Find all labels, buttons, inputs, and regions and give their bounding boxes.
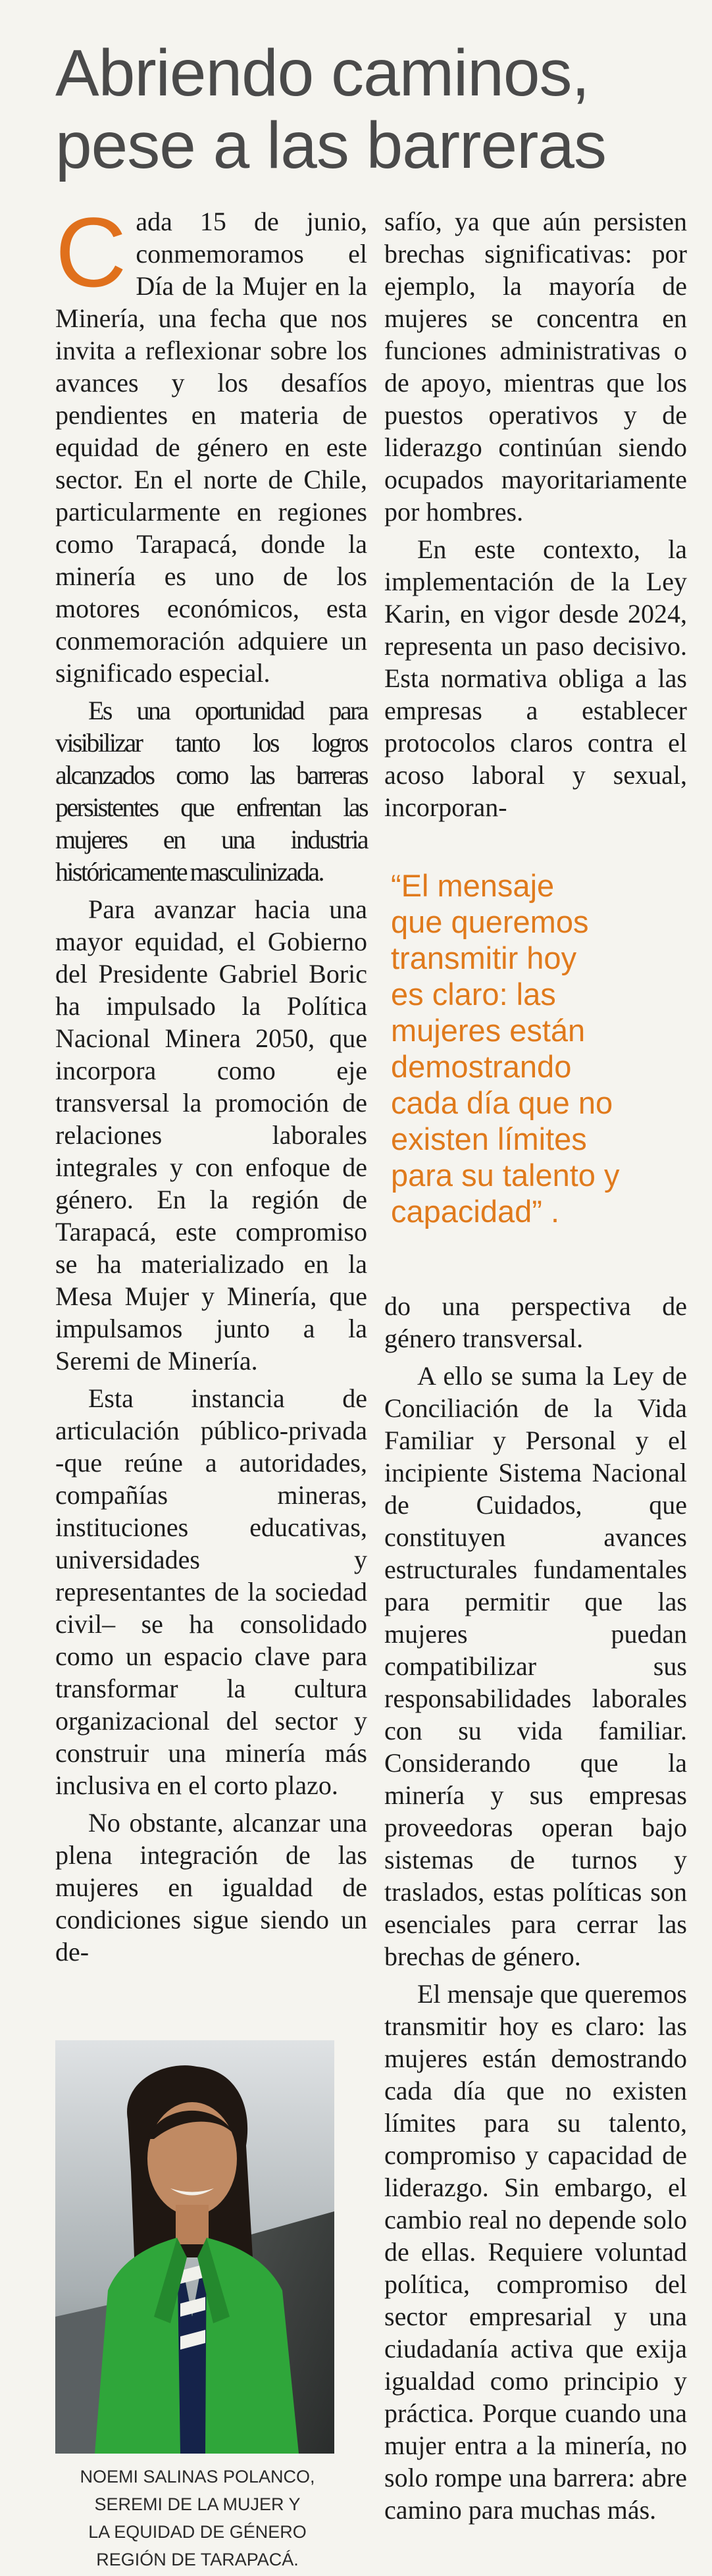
paragraph-7: A ello se suma la Ley de Conciliación de la Vida Familiar y Personal y el incipiente Sistema Nacional de Cuidados, que constituyen avances estructurales fundamentales para permitir que las mujeres puedan compatibilizar sus responsabilidades laborales con su vida familiar. Considerando que la minería y sus empresas proveedoras operan bajo sistemas de turnos y traslados, estas políticas son esenciales para cerrar las brechas de género. bbox=[384, 1361, 687, 1971]
paragraph-4: Esta instancia de articulación público-privada -que reúne a autoridades, compañías mineras, instituciones educativas, universidades y representantes de la sociedad civil– se ha consolidado como un espacio clave para transformar la cultura organizacional del sector y construir una minería más inclusiva en el corto plazo. bbox=[55, 1383, 367, 1800]
pull-quote-line: para su talento y bbox=[391, 1158, 620, 1193]
photo-caption bbox=[46, 2463, 349, 2573]
paragraph-1 bbox=[55, 197, 367, 689]
pull-quote bbox=[391, 867, 700, 1229]
column-2-bottom bbox=[384, 1290, 687, 2531]
headline-line-1: Abriendo caminos, bbox=[55, 36, 590, 110]
column-1 bbox=[55, 197, 367, 1973]
paragraph-2: Es una oportunidad para visibilizar tanto los logros alcanzados como las barreras persistentes que enfrentan las mujeres en una industria históricamente masculinizada. bbox=[55, 696, 367, 887]
headline bbox=[55, 37, 687, 182]
paragraph-3: Para avanzar hacia una mayor equidad, el Gobierno del Presidente Gabriel Boric ha impulsado la Política Nacional Minera 2050, que incorpora como eje transversal la promoción de relaciones laborales integrales y con enfoque de género. En la región de Tarapacá, este compromiso se ha materializado en la Mesa Mujer y Minería, que impulsamos junto a la Seremi de Minería. bbox=[55, 894, 367, 1376]
caption-line: NOEMI SALINAS POLANCO, bbox=[80, 2467, 315, 2486]
caption-line: LA EQUIDAD DE GÉNERO bbox=[88, 2522, 307, 2542]
pull-quote-line: es claro: las bbox=[391, 977, 556, 1012]
column-2-top bbox=[384, 205, 687, 829]
paragraph-5: No obstante, alcanzar una plena integración de las mujeres en igualdad de condiciones sigue siendo un de- bbox=[55, 1808, 367, 1967]
headline-line-2: pese a las barreras bbox=[55, 109, 607, 182]
pull-quote-line: existen límites bbox=[391, 1121, 587, 1156]
paragraph-8: El mensaje que queremos transmitir hoy es claro: las mujeres están demostrando cada día que no existen límites para su talento, compromiso y capacidad de liderazgo. Sin embargo, el cambio real no depende solo de ellas. Requiere voluntad política, compromiso del sector empresarial y una ciudadanía activa que exija igualdad como principio y práctica. Porque cuando una mujer entra a la minería, no solo rompe una barrera: abre camino para muchas más. bbox=[384, 1979, 687, 2525]
caption-line: REGIÓN DE TARAPACÁ. bbox=[96, 2550, 299, 2569]
pull-quote-line: que queremos bbox=[391, 904, 589, 939]
pull-quote-line: “El mensaje bbox=[391, 868, 555, 903]
paragraph-5-continued: safío, ya que aún persisten brechas significativas: por ejemplo, la mayoría de mujeres se concentra en funciones administrativas o de apoyo, mientras que los puestos operativos y de liderazgo continúan siendo ocupados mayoritariamente por hombres. bbox=[384, 207, 687, 527]
author-portrait-illustration bbox=[55, 2040, 334, 2454]
pull-quote-line: mujeres están bbox=[391, 1013, 586, 1048]
caption-line: SEREMI DE LA MUJER Y bbox=[94, 2494, 301, 2514]
drop-cap: C bbox=[55, 197, 127, 307]
pull-quote-line: transmitir hoy bbox=[391, 940, 577, 975]
paragraph-6: En este contexto, la implementación de la Ley Karin, en vigor desde 2024, representa un paso decisivo. Esta normativa obliga a las empresas a establecer protocolos claros contra el acoso laboral y sexual, incorporan- bbox=[384, 534, 687, 822]
pull-quote-line: demostrando bbox=[391, 1049, 572, 1084]
pull-quote-line: capacidad” . bbox=[391, 1194, 560, 1229]
paragraph-6-continued: do una perspectiva de género transversal. bbox=[384, 1291, 687, 1353]
pull-quote-line: cada día que no bbox=[391, 1085, 613, 1120]
paragraph-1-text: ada 15 de junio, conmemoramos el Día de la Mujer en la Minería, una fecha que nos invita a reflexionar sobre los avances y los desafíos pendientes en materia de equidad de género en este sector. En el norte de Chile, particularmente en regiones como Tarapacá, donde la minería es uno de los motores económicos, esta conmemoración adquiere un significado especial. bbox=[55, 207, 367, 688]
author-photo bbox=[55, 2040, 334, 2454]
